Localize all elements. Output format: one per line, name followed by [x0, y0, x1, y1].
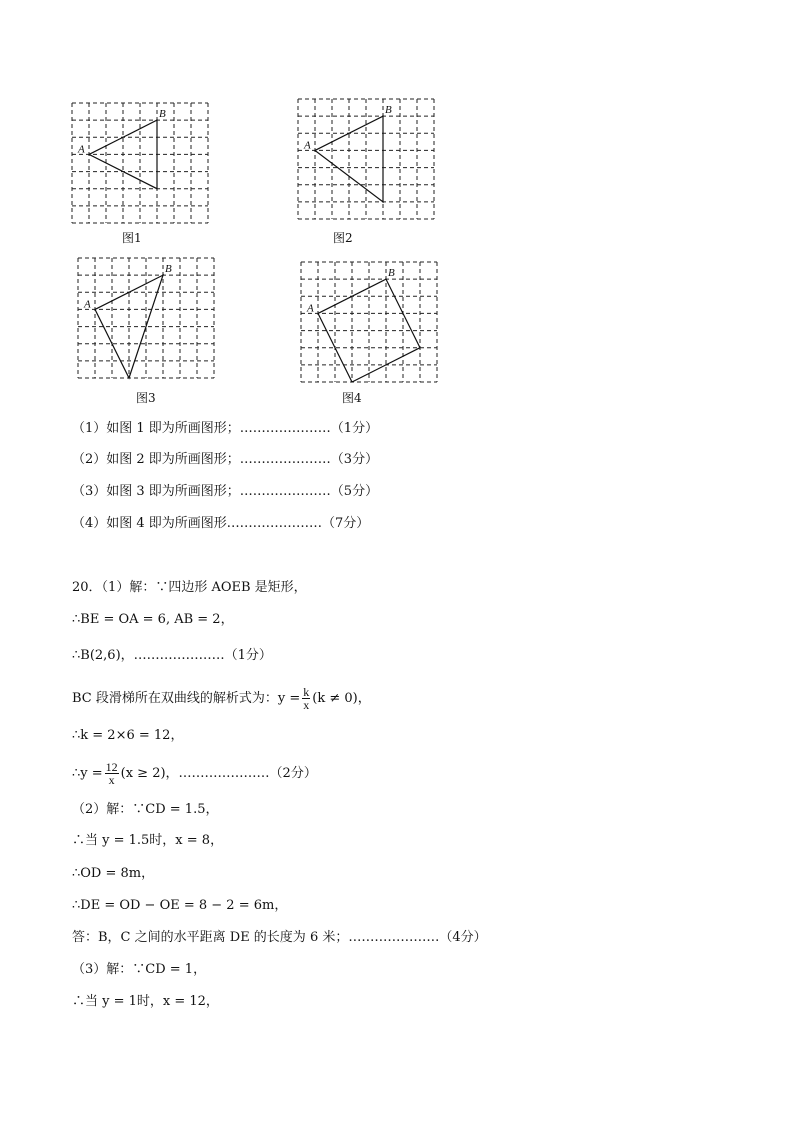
fraction-denominator: x: [303, 698, 310, 712]
q20-line-6-pre: ∴y =: [72, 766, 103, 781]
q20-line-7: （2）解：∵CD = 1.5，: [72, 802, 219, 817]
answer-19-4: （4）如图 4 即为所画图形.…………………（7分）: [72, 516, 370, 531]
q20-line-13: ∴当 y = 1时，x = 12，: [72, 994, 219, 1009]
figure-4: [301, 262, 437, 382]
figure-1: [72, 103, 208, 223]
point-label-b: B: [165, 263, 172, 276]
q20-line-4-pre: BC 段滑梯所在双曲线的解析式为：y =: [72, 691, 301, 706]
answer-19-3: （3）如图 3 即为所画图形；…………………（5分）: [72, 484, 379, 499]
q20-line-12: （3）解：∵CD = 1，: [72, 962, 207, 977]
answer-19-2: （2）如图 2 即为所画图形；…………………（3分）: [72, 452, 379, 467]
figure-3: [78, 258, 214, 378]
figure-2: [298, 99, 434, 219]
point-label-a: A: [78, 143, 85, 156]
fraction-numerator: k: [303, 685, 310, 699]
answer-19-1: （1）如图 1 即为所画图形；…………………（1分）: [72, 421, 379, 436]
drawn-shape: [318, 279, 420, 382]
q20-line-2: ∴BE = OA = 6, AB = 2，: [72, 612, 234, 627]
q20-line-10: ∴DE = OD − OE = 8 − 2 = 6m，: [72, 898, 288, 913]
fraction-12-over-x: [105, 761, 119, 786]
q20-line-9: ∴OD = 8m，: [72, 866, 155, 881]
figure-2-grid: [298, 99, 434, 219]
point-label-a: A: [304, 139, 311, 152]
point-label-a: A: [307, 302, 314, 315]
figure-4-caption: 图4: [342, 391, 362, 405]
point-label-b: B: [159, 108, 166, 121]
point-label-b: B: [385, 104, 392, 117]
fraction-k-over-x: [302, 686, 310, 711]
figure-2-caption: 图2: [333, 231, 353, 245]
figure-1-grid: [72, 103, 208, 223]
figure-3-grid: [78, 258, 214, 378]
q20-line-11: 答：B，C 之间的水平距离 DE 的长度为 6 米；…………………（4分）: [72, 930, 487, 945]
q20-line-3: ∴B(2,6)，…………………（1分）: [72, 648, 272, 663]
q20-line-6: [72, 761, 317, 786]
fraction-denominator: x: [108, 773, 115, 787]
point-label-b: B: [388, 267, 395, 280]
q20-line-4: [72, 686, 371, 711]
figure-1-caption: 图1: [122, 231, 142, 245]
figure-3-caption: 图3: [136, 391, 156, 405]
q20-line-8: ∴当 y = 1.5时，x = 8，: [72, 833, 224, 848]
q20-line-6-post: (x ≥ 2)，…………………（2分）: [120, 766, 317, 781]
figure-4-grid: [301, 262, 437, 382]
point-label-a: A: [84, 298, 91, 311]
q20-line-1: 20．（1）解：∵四边形 AOEB 是矩形，: [72, 580, 307, 595]
fraction-numerator: 12: [105, 760, 118, 774]
q20-line-5: ∴k = 2×6 = 12，: [72, 728, 184, 743]
q20-line-4-post: (k ≠ 0)，: [312, 691, 371, 706]
